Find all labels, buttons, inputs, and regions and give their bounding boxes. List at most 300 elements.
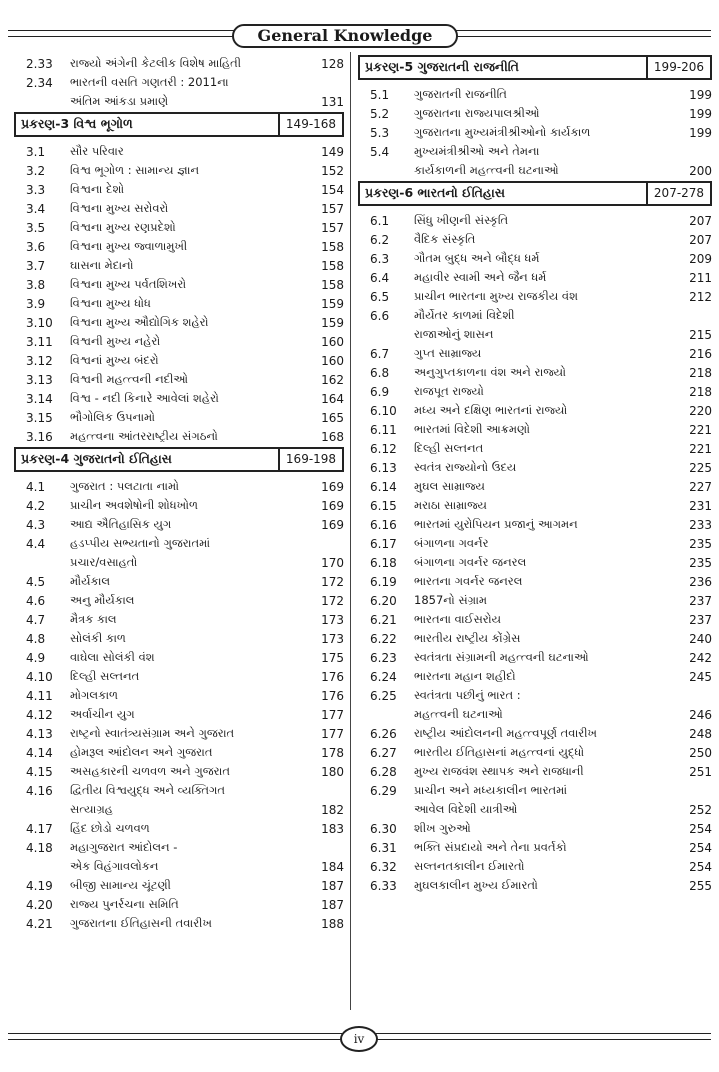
entry-page: 254 bbox=[689, 841, 712, 855]
entry-number: 5.2 bbox=[370, 107, 390, 121]
toc-entry bbox=[358, 513, 712, 532]
toc-entry bbox=[358, 209, 712, 228]
entry-number: 6.10 bbox=[370, 404, 397, 418]
toc-entry bbox=[14, 71, 344, 90]
toc-entry bbox=[14, 836, 344, 855]
entry-number: 4.20 bbox=[26, 898, 53, 912]
header-title: General Knowledge bbox=[232, 24, 458, 48]
toc-entry bbox=[358, 779, 712, 798]
entry-title: દિલ્હી સલ્તનત bbox=[414, 441, 484, 455]
toc-entry bbox=[358, 760, 712, 779]
entry-number: 6.6 bbox=[370, 309, 390, 323]
entry-number: 3.12 bbox=[26, 354, 53, 368]
entry-number: 3.16 bbox=[26, 430, 53, 444]
entry-page: 236 bbox=[689, 575, 712, 589]
chapter-page-range: 207-278 bbox=[646, 183, 710, 204]
entry-title: મોગલકાળ bbox=[70, 688, 118, 702]
entry-title: મુખ્યમંત્રીશ્રીઓ અને તેમના bbox=[414, 144, 540, 158]
entry-title: પ્રાચીન અવશેષોની શોધખોળ bbox=[70, 498, 198, 512]
toc-entry bbox=[358, 494, 712, 513]
toc-entry bbox=[14, 159, 344, 178]
entry-page: 218 bbox=[689, 385, 712, 399]
toc-entry bbox=[14, 665, 344, 684]
entry-page: 170 bbox=[321, 556, 344, 570]
entry-title: કાર્યકાળની મહત્ત્વની ઘટનાઓ bbox=[414, 163, 559, 177]
toc-entry bbox=[358, 121, 712, 140]
toc-entry bbox=[14, 425, 344, 444]
entry-number: 3.6 bbox=[26, 240, 46, 254]
toc-entry bbox=[358, 418, 712, 437]
entry-title: દ્વિતીય વિશ્વયુદ્ધ અને વ્યક્તિગત bbox=[70, 783, 225, 797]
entry-page: 225 bbox=[689, 461, 712, 475]
toc-right-column bbox=[358, 52, 712, 893]
entry-title: આદ્ય ઐતિહાસિક યુગ bbox=[70, 517, 172, 531]
entry-number: 6.33 bbox=[370, 879, 397, 893]
toc-entry bbox=[14, 52, 344, 71]
entry-page: 183 bbox=[321, 822, 344, 836]
toc-entry bbox=[358, 817, 712, 836]
toc-entry bbox=[14, 608, 344, 627]
entry-number: 4.4 bbox=[26, 537, 46, 551]
entry-title: ભારતમાં યુરોપિયન પ્રજાનું આગમન bbox=[414, 517, 578, 531]
entry-page: 233 bbox=[689, 518, 712, 532]
entry-page: 162 bbox=[321, 373, 344, 387]
entry-page: 246 bbox=[689, 708, 712, 722]
entry-number: 3.1 bbox=[26, 145, 46, 159]
entry-page: 169 bbox=[321, 499, 344, 513]
entry-number: 4.10 bbox=[26, 670, 53, 684]
entry-title: ભારતના વાઈસરોય bbox=[414, 612, 502, 626]
entry-number: 6.23 bbox=[370, 651, 397, 665]
entry-number: 6.8 bbox=[370, 366, 390, 380]
toc-entry bbox=[358, 342, 712, 361]
toc-entry bbox=[358, 627, 712, 646]
entry-title: ગુજરાત : પલટાતા નામો bbox=[70, 479, 179, 493]
entry-number: 6.28 bbox=[370, 765, 397, 779]
toc-entry bbox=[14, 292, 344, 311]
entry-title: અંતિમ આંકડા પ્રમાણે bbox=[70, 94, 169, 108]
toc-entry bbox=[358, 703, 712, 722]
entry-title: શીખ ગુરુઓ bbox=[414, 821, 471, 835]
entry-number: 6.9 bbox=[370, 385, 390, 399]
toc-entry bbox=[358, 159, 712, 178]
entry-number: 6.3 bbox=[370, 252, 390, 266]
chapter-heading bbox=[358, 55, 712, 80]
entry-page: 164 bbox=[321, 392, 344, 406]
toc-entry bbox=[358, 665, 712, 684]
toc-entry bbox=[14, 90, 344, 109]
entry-title: ગુજરાતના ઈતિહાસની તવારીખ bbox=[70, 916, 212, 930]
toc-entry bbox=[14, 216, 344, 235]
chapter-heading bbox=[14, 112, 344, 137]
entry-page: 177 bbox=[321, 708, 344, 722]
entry-title: મુઘલ સામ્રાજ્ય bbox=[414, 479, 485, 493]
entry-number: 5.3 bbox=[370, 126, 390, 140]
entry-page: 200 bbox=[689, 164, 712, 178]
entry-number: 6.1 bbox=[370, 214, 390, 228]
toc-entry bbox=[14, 254, 344, 273]
page-header bbox=[0, 0, 719, 44]
toc-entry bbox=[14, 311, 344, 330]
toc-entry bbox=[14, 349, 344, 368]
entry-title: મહત્ત્વના આંતરરાષ્ટ્રીય સંગઠનો bbox=[70, 429, 218, 443]
entry-page: 159 bbox=[321, 297, 344, 311]
entry-title: વિશ્વના મુખ્ય પર્વતશિખરો bbox=[70, 277, 187, 291]
entry-page: 187 bbox=[321, 879, 344, 893]
entry-number: 5.4 bbox=[370, 145, 390, 159]
toc-entry bbox=[358, 228, 712, 247]
entry-number: 4.8 bbox=[26, 632, 46, 646]
entry-title: ગુજરાતની રાજનીતિ bbox=[414, 87, 507, 101]
toc-entry bbox=[358, 646, 712, 665]
toc-entry bbox=[14, 513, 344, 532]
entry-title: વૈદિક સંસ્કૃતિ bbox=[414, 232, 476, 246]
entry-number: 3.3 bbox=[26, 183, 46, 197]
entry-title: અનુ મૌર્યકાલ bbox=[70, 593, 135, 607]
entry-page: 215 bbox=[689, 328, 712, 342]
entry-number: 3.8 bbox=[26, 278, 46, 292]
entry-number: 4.12 bbox=[26, 708, 53, 722]
entry-page: 248 bbox=[689, 727, 712, 741]
toc-entry bbox=[14, 798, 344, 817]
entry-page: 168 bbox=[321, 430, 344, 444]
entry-page: 188 bbox=[321, 917, 344, 931]
toc-entry bbox=[14, 722, 344, 741]
entry-title: સ્વતંત્રતા સંગ્રામની મહત્ત્વની ઘટનાઓ bbox=[414, 650, 589, 664]
entry-title: ઘાસના મેદાનો bbox=[70, 258, 134, 272]
toc-entry bbox=[14, 817, 344, 836]
toc-entry bbox=[358, 551, 712, 570]
toc-entry bbox=[14, 178, 344, 197]
entry-page: 237 bbox=[689, 613, 712, 627]
entry-number: 4.21 bbox=[26, 917, 53, 931]
entry-number: 6.2 bbox=[370, 233, 390, 247]
entry-page: 240 bbox=[689, 632, 712, 646]
toc-entry bbox=[358, 83, 712, 102]
entry-page: 250 bbox=[689, 746, 712, 760]
entry-number: 6.29 bbox=[370, 784, 397, 798]
chapter-page-range: 149-168 bbox=[278, 114, 342, 135]
toc-entry bbox=[14, 703, 344, 722]
entry-title: અનુગુપ્તકાળના વંશ અને રાજ્યો bbox=[414, 365, 566, 379]
entry-page: 169 bbox=[321, 480, 344, 494]
entry-page: 165 bbox=[321, 411, 344, 425]
entry-title: સ્વતંત્રતા પછીનું ભારત : bbox=[414, 688, 521, 702]
toc-entry bbox=[14, 387, 344, 406]
chapter-page-range: 169-198 bbox=[278, 449, 342, 470]
entry-title: એક વિહંગાવલોકન bbox=[70, 859, 159, 873]
entry-page: 169 bbox=[321, 518, 344, 532]
entry-title: ભક્તિ સંપ્રદાયો અને તેના પ્રવર્તકો bbox=[414, 840, 567, 854]
entry-number: 6.24 bbox=[370, 670, 397, 684]
entry-title: ગુપ્ત સામ્રાજ્ય bbox=[414, 346, 482, 360]
entry-number: 6.4 bbox=[370, 271, 390, 285]
entry-page: 211 bbox=[689, 271, 712, 285]
entry-number: 3.15 bbox=[26, 411, 53, 425]
toc-entry bbox=[358, 722, 712, 741]
toc-entry bbox=[358, 399, 712, 418]
entry-page: 154 bbox=[321, 183, 344, 197]
entry-number: 3.9 bbox=[26, 297, 46, 311]
toc-entry bbox=[358, 475, 712, 494]
chapter-title: પ્રકરણ-6 ભારતનો ઈતિહાસ bbox=[365, 185, 505, 200]
entry-page: 254 bbox=[689, 822, 712, 836]
entry-title: રાજ્યો અંગેની કેટલીક વિશેષ માહિતી bbox=[70, 56, 242, 70]
toc-entry bbox=[358, 874, 712, 893]
entry-page: 216 bbox=[689, 347, 712, 361]
entry-title: સોલંકી કાળ bbox=[70, 631, 126, 645]
entry-number: 6.15 bbox=[370, 499, 397, 513]
page-number: iv bbox=[340, 1026, 378, 1052]
entry-number: 4.6 bbox=[26, 594, 46, 608]
entry-number: 6.25 bbox=[370, 689, 397, 703]
toc-entry bbox=[14, 494, 344, 513]
entry-number: 3.5 bbox=[26, 221, 46, 235]
entry-title: અસહકારની ચળવળ અને ગુજરાત bbox=[70, 764, 230, 778]
entry-title: મુખ્ય રાજવંશ સ્થાપક અને રાજધાની bbox=[414, 764, 584, 778]
entry-title: મૈત્રક કાલ bbox=[70, 612, 117, 626]
entry-title: વાઘેલા સોલંકી વંશ bbox=[70, 650, 155, 664]
toc-entry bbox=[358, 836, 712, 855]
entry-title: વિશ્વ - નદી કિનારે આવેલાં શહેરો bbox=[70, 391, 219, 405]
entry-number: 6.18 bbox=[370, 556, 397, 570]
entry-number: 3.10 bbox=[26, 316, 53, 330]
toc-entry bbox=[358, 140, 712, 159]
entry-title: વિશ્વની મુખ્ય નહેરો bbox=[70, 334, 161, 348]
toc-entry bbox=[358, 247, 712, 266]
entry-page: 172 bbox=[321, 594, 344, 608]
entry-number: 6.20 bbox=[370, 594, 397, 608]
entry-page: 207 bbox=[689, 233, 712, 247]
toc-entry bbox=[358, 855, 712, 874]
entry-title: ભૌગોલિક ઉપનામો bbox=[70, 410, 156, 424]
entry-number: 3.13 bbox=[26, 373, 53, 387]
toc-entry bbox=[358, 570, 712, 589]
toc-entry bbox=[14, 684, 344, 703]
toc-entry bbox=[358, 266, 712, 285]
entry-page: 182 bbox=[321, 803, 344, 817]
entry-page: 255 bbox=[689, 879, 712, 893]
entry-title: રાષ્ટ્રીય આંદોલનની મહત્ત્વપૂર્ણ તવારીખ bbox=[414, 726, 597, 740]
toc-entry bbox=[358, 684, 712, 703]
entry-title: સત્યાગ્રહ bbox=[70, 802, 113, 816]
entry-page: 176 bbox=[321, 670, 344, 684]
entry-number: 6.16 bbox=[370, 518, 397, 532]
entry-title: રાષ્ટ્રનો સ્વાતંત્ર્યસંગ્રામ અને ગુજરાત bbox=[70, 726, 235, 740]
entry-title: 1857નો સંગ્રામ bbox=[414, 593, 488, 607]
entry-page: 199 bbox=[689, 88, 712, 102]
entry-title: સ્વતંત્ર રાજ્યોનો ઉદય bbox=[414, 460, 517, 474]
entry-number: 6.7 bbox=[370, 347, 390, 361]
entry-title: રાજાઓનું શાસન bbox=[414, 327, 494, 341]
entry-page: 172 bbox=[321, 575, 344, 589]
entry-page: 131 bbox=[321, 95, 344, 109]
toc-entry bbox=[358, 532, 712, 551]
toc-entry bbox=[14, 589, 344, 608]
chapter-heading bbox=[358, 181, 712, 206]
entry-page: 180 bbox=[321, 765, 344, 779]
entry-page: 152 bbox=[321, 164, 344, 178]
entry-title: પ્રાચીન અને મધ્યકાલીન ભારતમાં bbox=[414, 783, 568, 797]
entry-title: બીજી સામાન્ય ચૂંટણી bbox=[70, 878, 171, 892]
entry-title: હિંદ છોડો ચળવળ bbox=[70, 821, 150, 835]
toc-entry bbox=[358, 589, 712, 608]
entry-number: 6.12 bbox=[370, 442, 397, 456]
entry-number: 6.30 bbox=[370, 822, 397, 836]
entry-page: 235 bbox=[689, 537, 712, 551]
entry-title: વિશ્વના દેશો bbox=[70, 182, 125, 196]
entry-title: ગુજરાતના રાજ્યપાલશ્રીઓ bbox=[414, 106, 540, 120]
entry-number: 6.5 bbox=[370, 290, 390, 304]
entry-page: 252 bbox=[689, 803, 712, 817]
entry-number: 4.18 bbox=[26, 841, 53, 855]
entry-number: 3.7 bbox=[26, 259, 46, 273]
entry-number: 6.13 bbox=[370, 461, 397, 475]
chapter-heading bbox=[14, 447, 344, 472]
entry-page: 209 bbox=[689, 252, 712, 266]
toc-entry bbox=[14, 646, 344, 665]
entry-number: 6.22 bbox=[370, 632, 397, 646]
toc-left-column bbox=[14, 52, 344, 931]
entry-number: 6.21 bbox=[370, 613, 397, 627]
entry-number: 4.19 bbox=[26, 879, 53, 893]
toc-entry bbox=[358, 102, 712, 121]
entry-title: આવેલ વિદેશી યાત્રીઓ bbox=[414, 802, 518, 816]
entry-title: ભારતીય ઈતિહાસનાં મહત્ત્વનાં યુદ્ધો bbox=[414, 745, 585, 759]
entry-page: 158 bbox=[321, 259, 344, 273]
toc-entry bbox=[14, 912, 344, 931]
chapter-page-range: 199-206 bbox=[646, 57, 710, 78]
entry-number: 3.14 bbox=[26, 392, 53, 406]
entry-page: 207 bbox=[689, 214, 712, 228]
entry-page: 220 bbox=[689, 404, 712, 418]
entry-title: મધ્ય અને દક્ષિણ ભારતનાં રાજ્યો bbox=[414, 403, 568, 417]
entry-title: વિશ્વની મહત્ત્વની નદીઓ bbox=[70, 372, 188, 386]
entry-page: 221 bbox=[689, 442, 712, 456]
entry-title: સલ્તનતકાલીન ઈમારતો bbox=[414, 859, 525, 873]
entry-title: ગુજરાતના મુખ્યમંત્રીશ્રીઓનો કાર્યકાળ bbox=[414, 125, 591, 139]
entry-title: બંગાળના ગવર્નર bbox=[414, 536, 489, 550]
entry-title: વિશ્વ ભૂગોળ : સામાન્ય જ્ઞાન bbox=[70, 163, 200, 177]
toc-entry bbox=[14, 741, 344, 760]
entry-number: 4.9 bbox=[26, 651, 46, 665]
entry-title: ભારતીય રાષ્ટ્રીય કોંગ્રેસ bbox=[414, 631, 521, 645]
entry-title: અર્વાચીન યુગ bbox=[70, 707, 135, 721]
entry-title: બંગાળના ગવર્નર જનરલ bbox=[414, 555, 527, 569]
chapter-title: પ્રકરણ-3 વિશ્વ ભૂગોળ bbox=[21, 116, 133, 131]
entry-title: રાજપૂત રાજ્યો bbox=[414, 384, 484, 398]
entry-page: 184 bbox=[321, 860, 344, 874]
entry-title: ભારતના ગવર્નર જનરલ bbox=[414, 574, 523, 588]
entry-page: 251 bbox=[689, 765, 712, 779]
entry-number: 4.17 bbox=[26, 822, 53, 836]
entry-title: પ્રચાર/વસાહતો bbox=[70, 555, 138, 569]
entry-number: 6.31 bbox=[370, 841, 397, 855]
toc-entry bbox=[358, 361, 712, 380]
chapter-title: પ્રકરણ-4 ગુજરાતનો ઈતિહાસ bbox=[21, 451, 172, 466]
entry-page: 235 bbox=[689, 556, 712, 570]
toc-entry bbox=[14, 273, 344, 292]
toc-entry bbox=[14, 570, 344, 589]
entry-page: 199 bbox=[689, 107, 712, 121]
entry-title: વિશ્વના મુખ્ય જ્વાળામુખી bbox=[70, 239, 188, 253]
toc-entry bbox=[358, 798, 712, 817]
entry-title: ગૌતમ બુદ્ધ અને બૌદ્ધ ધર્મ bbox=[414, 251, 540, 265]
toc-entry bbox=[14, 760, 344, 779]
entry-title: વિશ્વના મુખ્ય ધોધ bbox=[70, 296, 151, 310]
entry-page: 231 bbox=[689, 499, 712, 513]
entry-page: 160 bbox=[321, 335, 344, 349]
entry-page: 173 bbox=[321, 632, 344, 646]
entry-title: મુઘલકાલીન મુખ્ય ઈમારતો bbox=[414, 878, 538, 892]
entry-title: મરાઠા સામ્રાજ્ય bbox=[414, 498, 487, 512]
entry-title: વિશ્વનાં મુખ્ય બંદરો bbox=[70, 353, 159, 367]
entry-title: દિલ્હી સલ્તનત bbox=[70, 669, 140, 683]
toc-entry bbox=[14, 235, 344, 254]
entry-page: 218 bbox=[689, 366, 712, 380]
entry-title: મહત્ત્વની ઘટનાઓ bbox=[414, 707, 503, 721]
toc-entry bbox=[14, 627, 344, 646]
toc-entry bbox=[14, 855, 344, 874]
entry-number: 3.4 bbox=[26, 202, 46, 216]
toc-entry bbox=[358, 456, 712, 475]
entry-title: સૌર પરિવાર bbox=[70, 144, 124, 158]
entry-page: 158 bbox=[321, 240, 344, 254]
entry-title: હડપ્પીય સભ્યતાનો ગુજરાતમાં bbox=[70, 536, 211, 550]
entry-number: 4.7 bbox=[26, 613, 46, 627]
entry-title: મૌર્યકાલ bbox=[70, 574, 111, 588]
entry-page: 159 bbox=[321, 316, 344, 330]
toc-entry bbox=[358, 380, 712, 399]
toc-entry bbox=[358, 437, 712, 456]
entry-number: 2.34 bbox=[26, 76, 53, 90]
entry-title: મહાવીર સ્વામી અને જૈન ધર્મ bbox=[414, 270, 547, 284]
entry-number: 6.14 bbox=[370, 480, 397, 494]
entry-page: 187 bbox=[321, 898, 344, 912]
entry-title: વિશ્વના મુખ્ય સરોવરો bbox=[70, 201, 169, 215]
toc-entry bbox=[14, 779, 344, 798]
entry-title: રાજ્ય પુનર્રચના સમિતિ bbox=[70, 897, 179, 911]
entry-number: 3.11 bbox=[26, 335, 53, 349]
toc-entry bbox=[358, 304, 712, 323]
entry-number: 4.16 bbox=[26, 784, 53, 798]
toc-entry bbox=[14, 406, 344, 425]
toc-entry bbox=[358, 323, 712, 342]
entry-number: 3.2 bbox=[26, 164, 46, 178]
entry-page: 173 bbox=[321, 613, 344, 627]
toc-entry bbox=[14, 368, 344, 387]
entry-number: 6.19 bbox=[370, 575, 397, 589]
entry-title: પ્રાચીન ભારતના મુખ્ય રાજકીય વંશ bbox=[414, 289, 578, 303]
entry-page: 242 bbox=[689, 651, 712, 665]
chapter-title: પ્રકરણ-5 ગુજરાતની રાજનીતિ bbox=[365, 59, 519, 74]
toc-entry bbox=[14, 475, 344, 494]
entry-page: 176 bbox=[321, 689, 344, 703]
entry-title: મૌર્યેતર કાળમાં વિદેશી bbox=[414, 308, 515, 322]
entry-page: 227 bbox=[689, 480, 712, 494]
column-divider bbox=[350, 52, 351, 1010]
entry-number: 2.33 bbox=[26, 57, 53, 71]
toc-entry bbox=[358, 741, 712, 760]
entry-page: 128 bbox=[321, 57, 344, 71]
toc-entry bbox=[14, 551, 344, 570]
entry-page: 149 bbox=[321, 145, 344, 159]
entry-number: 6.32 bbox=[370, 860, 397, 874]
entry-title: ભારતની વસતિ ગણતરી : 2011ના bbox=[70, 75, 229, 89]
entry-title: ભારતમાં વિદેશી આક્રમણો bbox=[414, 422, 530, 436]
entry-title: હોમરૂલ આંદોલન અને ગુજરાત bbox=[70, 745, 213, 759]
toc-entry bbox=[358, 608, 712, 627]
